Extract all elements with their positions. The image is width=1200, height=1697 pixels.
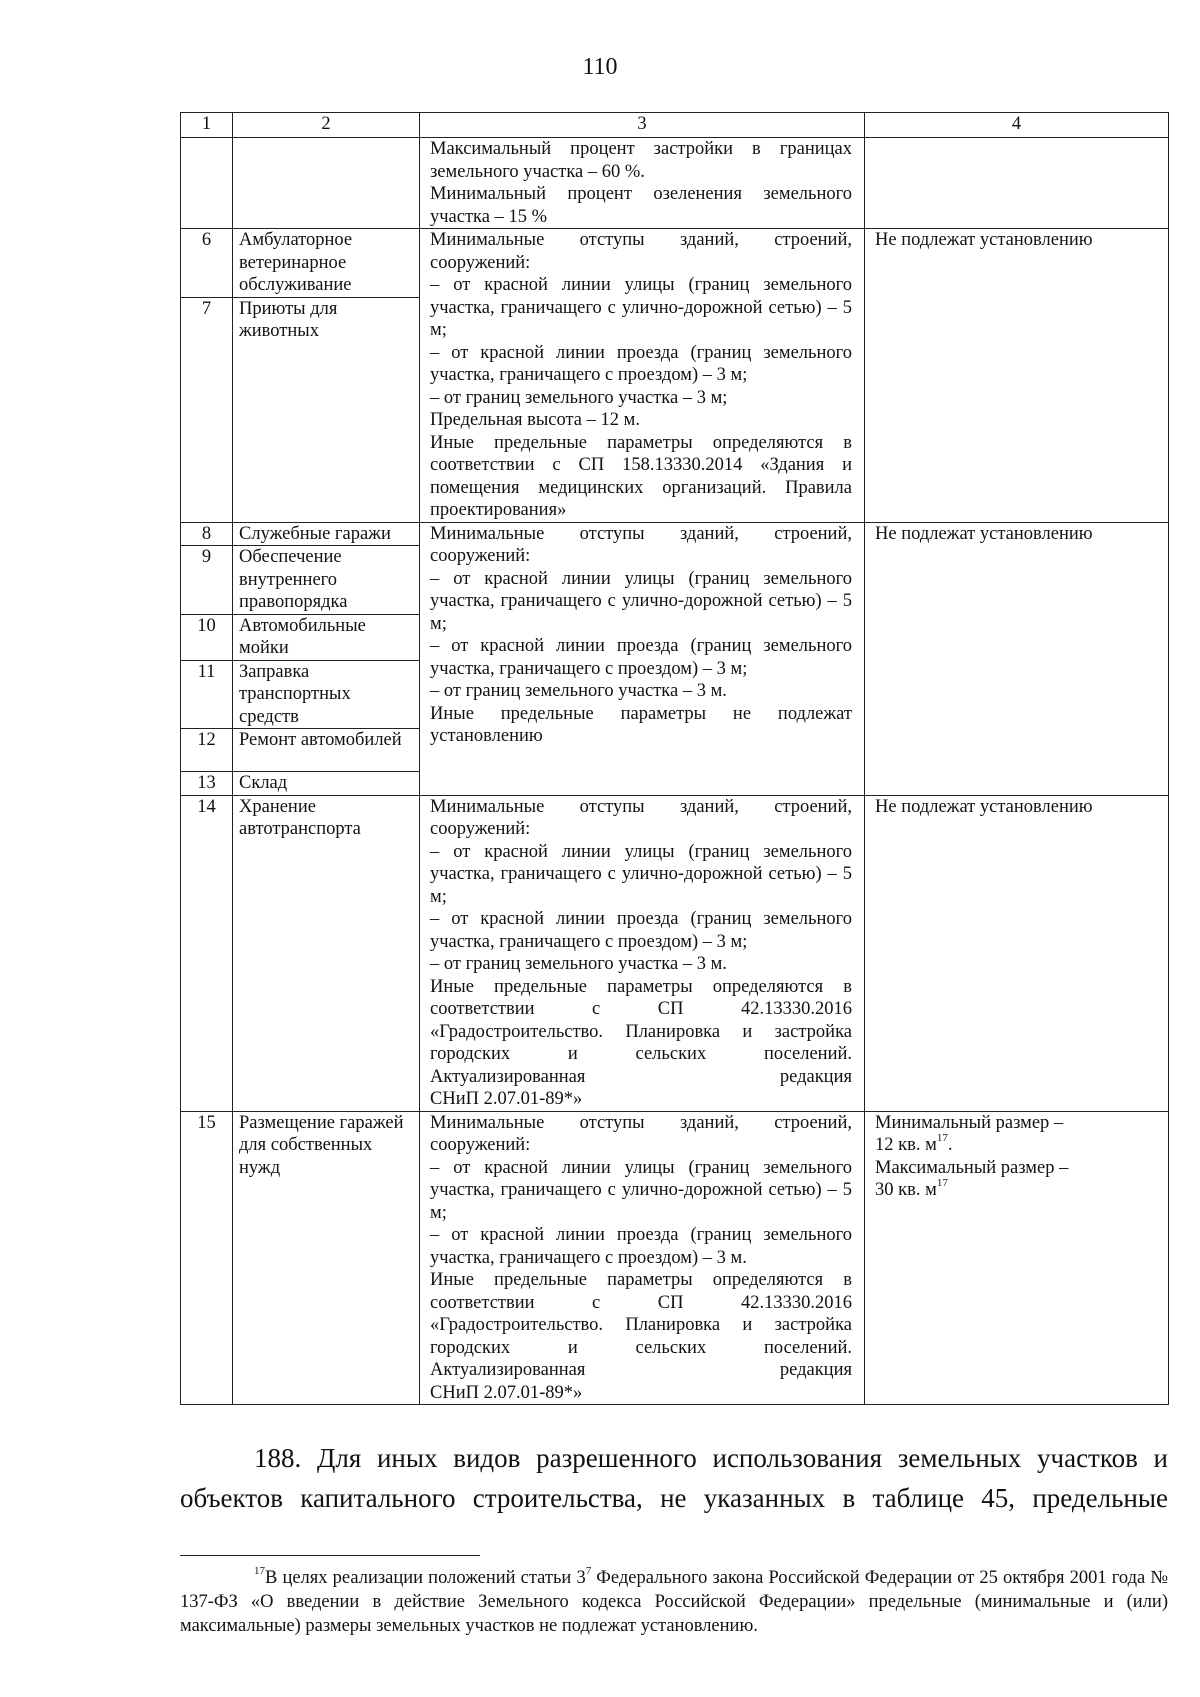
table-row — [181, 1111, 1169, 1405]
use-type-name: Приюты для животных — [233, 297, 420, 522]
params-cell — [420, 1111, 865, 1405]
row-number: 11 — [181, 660, 233, 729]
footnote-ref: 17 — [936, 1131, 948, 1144]
footnote — [180, 1566, 1168, 1638]
param-line: – от красной линии проезда (границ земельного участка, граничащего с проездом) – 3 м; — [430, 636, 852, 679]
min-size-value: 12 кв. м — [875, 1135, 937, 1155]
param-line: – от красной линии улицы (границ земельного участка, граничащего с улично-дорожной сетью) – 5 м; — [430, 275, 852, 340]
table-header-row — [181, 113, 1169, 138]
param-line: – от красной линии улицы (границ земельного участка, граничащего с улично-дорожной сетью) – 5 м; — [430, 1157, 852, 1223]
article-superscript: 7 — [585, 1564, 592, 1577]
limits-cell: Не подлежат установлению — [865, 229, 1169, 523]
row-number: 8 — [181, 522, 233, 546]
param-line: – от границ земельного участка – 3 м. — [430, 681, 727, 701]
use-type-name: Служебные гаражи — [233, 522, 420, 546]
limits-cell — [865, 138, 1169, 229]
max-size-value: 30 кв. м — [875, 1180, 937, 1200]
param-line: СНиП 2.07.01-89*» — [430, 1382, 583, 1403]
params-cell — [420, 138, 865, 229]
use-type-name: Заправка транспортных средств — [233, 660, 420, 729]
header-cell-4: 4 — [865, 113, 1169, 138]
param-line: – от красной линии проезда (границ земельного участка, граничащего с проездом) – 3 м; — [430, 342, 852, 385]
use-type-name: Склад — [233, 772, 420, 796]
param-line: Минимальный процент озеленения земельного участка – 15 % — [430, 184, 852, 227]
row-number: 7 — [181, 297, 233, 522]
use-type-name: Ремонт автомобилей — [233, 729, 420, 772]
max-size-label: Максимальный размер – — [875, 1157, 1069, 1178]
param-line: Минимальные отступы зданий, строений, сооружений: — [430, 523, 852, 566]
use-type-name: Размещение гаражей для собственных нужд — [233, 1111, 420, 1405]
min-size-label: Минимальный размер – — [875, 1112, 1064, 1133]
table-row — [181, 795, 1169, 1111]
num-cell — [181, 138, 233, 229]
params-cell — [420, 795, 865, 1111]
row-number: 12 — [181, 729, 233, 772]
param-line: – от границ земельного участка – 3 м; — [430, 387, 728, 408]
paragraph-text: Для иных видов разрешенного использования земельных участков и объектов капитального строительства, не указанных в таблице 45, предельные — [180, 1443, 1168, 1513]
header-cell-3: 3 — [420, 113, 865, 138]
period: . — [947, 1135, 953, 1155]
table-row — [181, 229, 1169, 298]
row-number: 14 — [181, 795, 233, 1111]
param-line: СНиП 2.07.01-89*» — [430, 1089, 583, 1109]
params-cell — [420, 229, 865, 523]
param-line: – от красной линии улицы (границ земельного участка, граничащего с улично-дорожной сетью) – 5 м; — [430, 568, 852, 634]
header-cell-2: 2 — [233, 113, 420, 138]
use-type-name: Автомобильные мойки — [233, 614, 420, 660]
footnote-ref: 17 — [936, 1176, 948, 1189]
param-line: Иные предельные параметры определяются в соответствии с СП 42.13330.2016 «Градостроительство. Планировка и застройка городских и сельских поселений. Актуализированная редакция — [430, 1270, 852, 1380]
footnote-divider — [180, 1555, 480, 1556]
use-type-name: Обеспечение внутреннего правопорядка — [233, 546, 420, 615]
param-line: Иные предельные параметры не подлежат установлению — [430, 703, 852, 746]
header-cell-1: 1 — [181, 113, 233, 138]
param-line: Предельная высота – 12 м. — [430, 410, 640, 430]
param-line: Минимальные отступы зданий, строений, сооружений: — [430, 230, 852, 273]
zoning-parameters-table — [180, 112, 1169, 1405]
footnote-marker: 17 — [254, 1564, 265, 1577]
name-cell — [233, 138, 420, 229]
footnote-text-start: В целях реализации положений статьи 3 — [265, 1568, 586, 1588]
min-size-line — [875, 1131, 1160, 1157]
param-line: – от красной линии проезда (границ земельного участка, граничащего с проездом) – 3 м. — [430, 1225, 852, 1268]
params-cell — [420, 522, 865, 795]
footnote-text-rest: Федерального закона Российской Федерации от 25 октября 2001 года № 137-ФЗ «О введении в действие Земельного кодекса Российской Федерации» предельные (минимальные и (или) максимальные) размеры земельных участков не подлежат установлению. — [180, 1568, 1168, 1636]
row-number: 15 — [181, 1111, 233, 1405]
limits-cell: Не подлежат установлению — [865, 795, 1169, 1111]
page-number: 110 — [582, 54, 618, 80]
limits-cell: Не подлежат установлению — [865, 522, 1169, 795]
footnote-marker-wrap — [180, 1564, 265, 1588]
table-row-continuation — [181, 138, 1169, 229]
use-type-name: Амбулаторное ветеринарное обслуживание — [233, 229, 420, 298]
param-line: Максимальный процент застройки в границах земельного участка – 60 %. — [430, 139, 852, 182]
row-number: 6 — [181, 229, 233, 298]
param-line: Иные предельные параметры определяются в соответствии с СП 158.13330.2014 «Здания и помещения медицинских организаций. Правила проектирования» — [430, 432, 852, 520]
use-type-name: Хранение автотранспорта — [233, 795, 420, 1111]
table-row — [181, 522, 1169, 546]
param-line: – от границ земельного участка – 3 м. — [430, 954, 727, 974]
row-number: 13 — [181, 772, 233, 796]
param-line: – от красной линии улицы (границ земельного участка, граничащего с улично-дорожной сетью) – 5 м; — [430, 841, 852, 907]
max-size-line — [875, 1176, 1160, 1202]
row-number: 10 — [181, 614, 233, 660]
limits-cell — [865, 1111, 1169, 1405]
paragraph-188 — [180, 1438, 1168, 1518]
param-line: Минимальные отступы зданий, строений, сооружений: — [430, 796, 852, 839]
param-line: Иные предельные параметры определяются в соответствии с СП 42.13330.2016 «Градостроительство. Планировка и застройка городских и сельских поселений. Актуализированная редакция — [430, 976, 852, 1087]
param-line: – от красной линии проезда (границ земельного участка, граничащего с проездом) – 3 м; — [430, 909, 852, 952]
param-line: Минимальные отступы зданий, строений, сооружений: — [430, 1112, 852, 1155]
row-number: 9 — [181, 546, 233, 615]
paragraph-number: 188. — [254, 1443, 302, 1473]
